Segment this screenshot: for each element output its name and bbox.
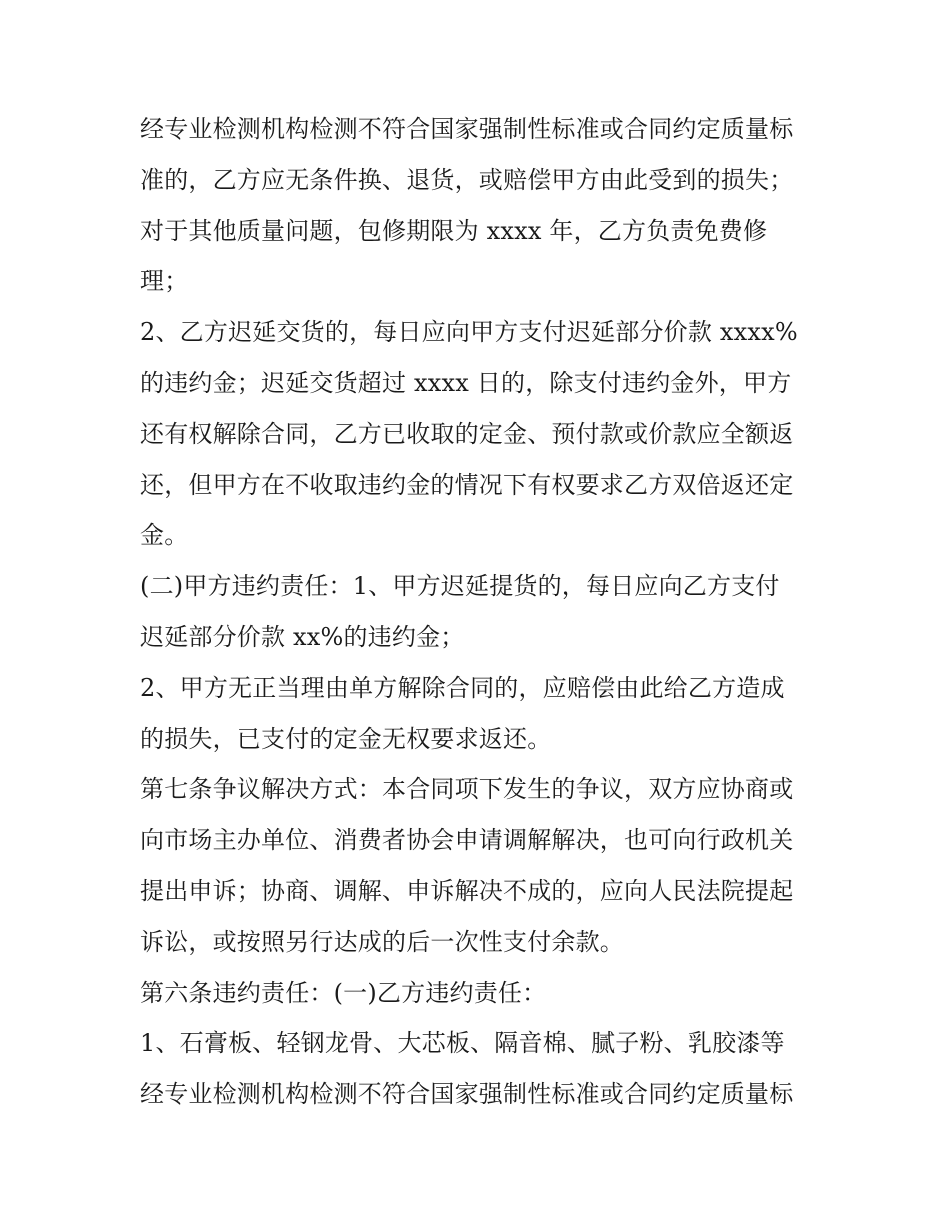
text-line: 提出申诉；协商、调解、申诉解决不成的，应向人民法院提起	[140, 876, 794, 905]
text-line: 第六条违约责任：(一)乙方违约责任：	[140, 978, 547, 1007]
text-line: 经专业检测机构检测不符合国家强制性标准或合同约定质量标	[140, 115, 794, 143]
text-line: (二)甲方违约责任：1、甲方迟延提货的，每日应向乙方支付	[140, 572, 780, 601]
text-line: 2、乙方迟延交货的，每日应向甲方支付迟延部分价款 xxxx%	[140, 318, 798, 347]
text-line: 迟延部分价款 xx%的违约金；	[140, 622, 465, 651]
text-line: 金。	[140, 521, 189, 550]
document-body	[140, 104, 820, 1120]
text-line: 对于其他质量问题，包修期限为 xxxx 年，乙方负责免费修	[140, 216, 768, 245]
text-line: 准的，乙方应无条件换、退货，或赔偿甲方由此受到的损失；	[140, 165, 794, 194]
text-line: 2、甲方无正当理由单方解除合同的，应赔偿由此给乙方造成	[140, 673, 785, 702]
text-line: 理；	[140, 267, 189, 296]
text-line: 诉讼，或按照另行达成的后一次性支付余款。	[140, 927, 624, 956]
text-line: 还，但甲方在不收取违约金的情况下有权要求乙方双倍返还定	[140, 470, 794, 499]
text-line: 第七条争议解决方式：本合同项下发生的争议，双方应协商或	[140, 775, 794, 804]
text-line: 1、石膏板、轻钢龙骨、大芯板、隔音棉、腻子粉、乳胶漆等	[140, 1029, 785, 1058]
text-line: 向市场主办单位、消费者协会申请调解解决，也可向行政机关	[140, 826, 794, 855]
text-line: 的损失，已支付的定金无权要求返还。	[140, 724, 552, 753]
text-line: 的违约金；迟延交货超过 xxxx 日的，除支付违约金外，甲方	[140, 368, 792, 397]
text-line: 经专业检测机构检测不符合国家强制性标准或合同约定质量标	[140, 1080, 794, 1109]
text-line: 还有权解除合同，乙方已收取的定金、预付款或价款应全额返	[140, 419, 794, 448]
